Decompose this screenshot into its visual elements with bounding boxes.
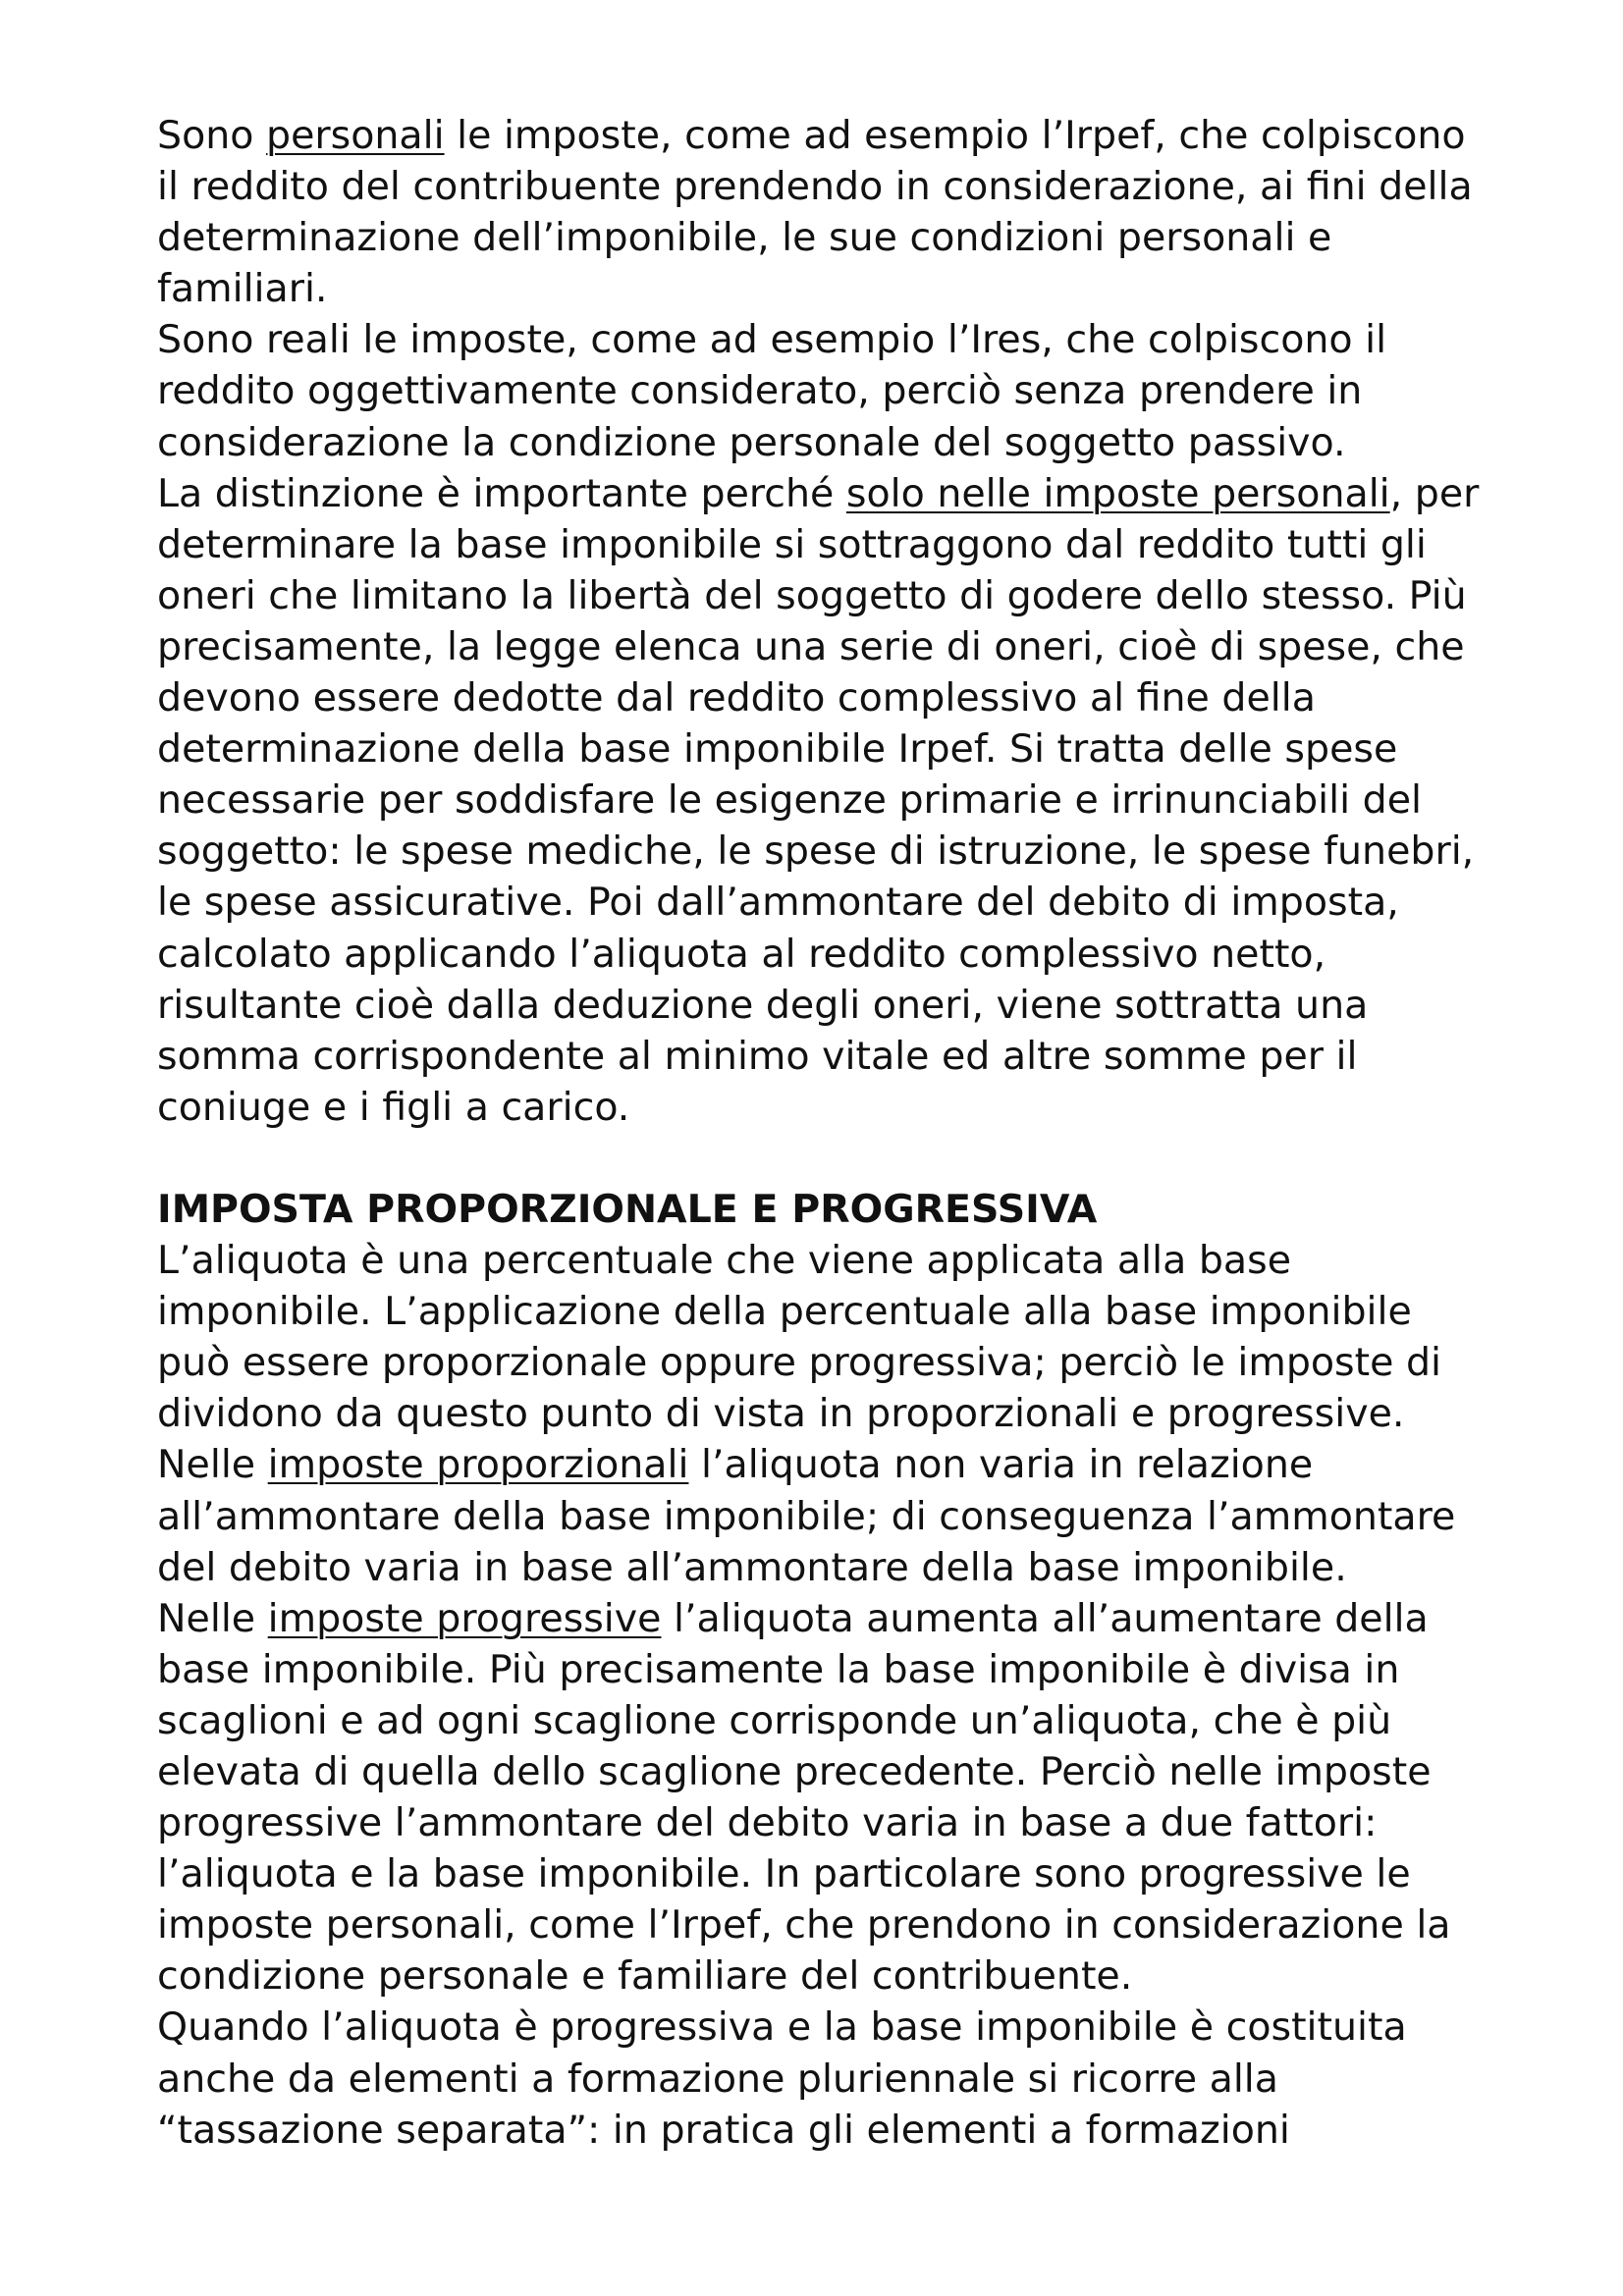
underlined-term: personali — [266, 113, 445, 158]
text-line: anche da elementi a formazione pluriennale si ricorre alla — [157, 2056, 1278, 2102]
text-run: , per — [1389, 470, 1480, 516]
text-line: dividono da questo punto di vista in proporzionali e progressive. — [157, 1391, 1405, 1437]
text-line: condizione personale e familiare del contribuente. — [157, 1953, 1133, 2000]
text-line: base imponibile. Più precisamente la base imponibile è divisa in — [157, 1646, 1400, 1692]
text-line: risultante cioè dalla deduzione degli oneri, viene sottratta una — [157, 982, 1369, 1028]
text-line: il reddito del contribuente prendendo in considerazione, ai fini della — [157, 164, 1473, 210]
text-line: scaglioni e ad ogni scaglione corrisponde un’aliquota, che è più — [157, 1697, 1392, 1743]
text-line: familiari. — [157, 266, 328, 312]
text-line: imposte personali, come l’Irpef, che prendono in considerazione la — [157, 1902, 1451, 1949]
text-line: determinazione dell’imponibile, le sue condizioni personali e — [157, 215, 1332, 261]
section-personal-real-taxes — [157, 110, 1480, 1133]
text-run: le imposte, come ad esempio l’Irpef, che colpiscono — [444, 113, 1466, 158]
section-heading: IMPOSTA PROPORZIONALE E PROGRESSIVA — [157, 1186, 1098, 1232]
text-run: Nelle — [157, 1442, 268, 1488]
text-line: coniuge e i figli a carico. — [157, 1084, 630, 1130]
text-line: Quando l’aliquota è progressiva e la base imponibile è costituita — [157, 2004, 1407, 2051]
text-run: Sono — [157, 113, 266, 158]
text-line: oneri che limitano la libertà del soggetto di godere dello stesso. Più — [157, 572, 1467, 618]
document-page — [157, 110, 1480, 2156]
text-line: reddito oggettivamente considerato, perciò senza prendere in — [157, 368, 1363, 414]
text-line — [157, 110, 1473, 161]
text-line: soggetto: le spese mediche, le spese di istruzione, le spese funebri, — [157, 828, 1475, 875]
text-run: l’aliquota aumenta all’aumentare della — [661, 1595, 1429, 1641]
text-line — [157, 1593, 1473, 1644]
text-line: l’aliquota e la base imponibile. In particolare sono progressive le — [157, 1851, 1411, 1897]
text-line: L’aliquota è una percentuale che viene applicata alla base — [157, 1238, 1291, 1284]
text-run: Nelle — [157, 1595, 268, 1641]
text-run: La distinzione è importante perché — [157, 470, 846, 516]
text-line: “tassazione separata”: in pratica gli elementi a formazioni — [157, 2107, 1290, 2153]
text-line — [157, 468, 1480, 519]
text-line: precisamente, la legge elenca una serie di oneri, cioè di spese, che — [157, 623, 1465, 669]
text-line: considerazione la condizione personale del soggetto passivo. — [157, 419, 1346, 465]
text-line: del debito varia in base all’ammontare della base imponibile. — [157, 1544, 1347, 1590]
text-line: elevata di quella dello scaglione precedente. Perciò nelle imposte — [157, 1749, 1432, 1794]
text-line: somma corrispondente al minimo vitale ed altre somme per il — [157, 1033, 1358, 1079]
text-line: le spese assicurative. Poi dall’ammontare del debito di imposta, — [157, 880, 1399, 926]
text-line: imponibile. L’applicazione della percentuale alla base imponibile — [157, 1289, 1412, 1335]
underlined-term: imposte proporzionali — [267, 1442, 689, 1488]
text-line: calcolato applicando l’aliquota al reddito complessivo netto, — [157, 931, 1326, 977]
blank-line — [157, 1133, 1473, 1184]
underlined-term: imposte progressive — [267, 1595, 662, 1641]
text-line: progressive l’ammontare del debito varia in base a due fattori: — [157, 1800, 1378, 1846]
text-line: necessarie per soddisfare le esigenze primarie e irrinunciabili del — [157, 777, 1422, 824]
text-line: determinare la base imponibile si sottraggono dal reddito tutti gli — [157, 521, 1427, 567]
text-line: Sono reali le imposte, come ad esempio l’Ires, che colpiscono il — [157, 317, 1387, 363]
text-line: all’ammontare della base imponibile; di conseguenza l’ammontare — [157, 1493, 1456, 1539]
text-line: determinazione della base imponibile Irpef. Si tratta delle spese — [157, 726, 1398, 773]
text-line: può essere proporzionale oppure progressiva; perciò le imposte di — [157, 1340, 1442, 1386]
text-line — [157, 1439, 1473, 1490]
text-run: l’aliquota non varia in relazione — [688, 1442, 1314, 1488]
underlined-term: solo nelle imposte personali — [845, 470, 1390, 516]
text-line: devono essere dedotte dal reddito complessivo al fine della — [157, 675, 1316, 721]
section-proportional-progressive — [157, 1235, 1473, 2156]
